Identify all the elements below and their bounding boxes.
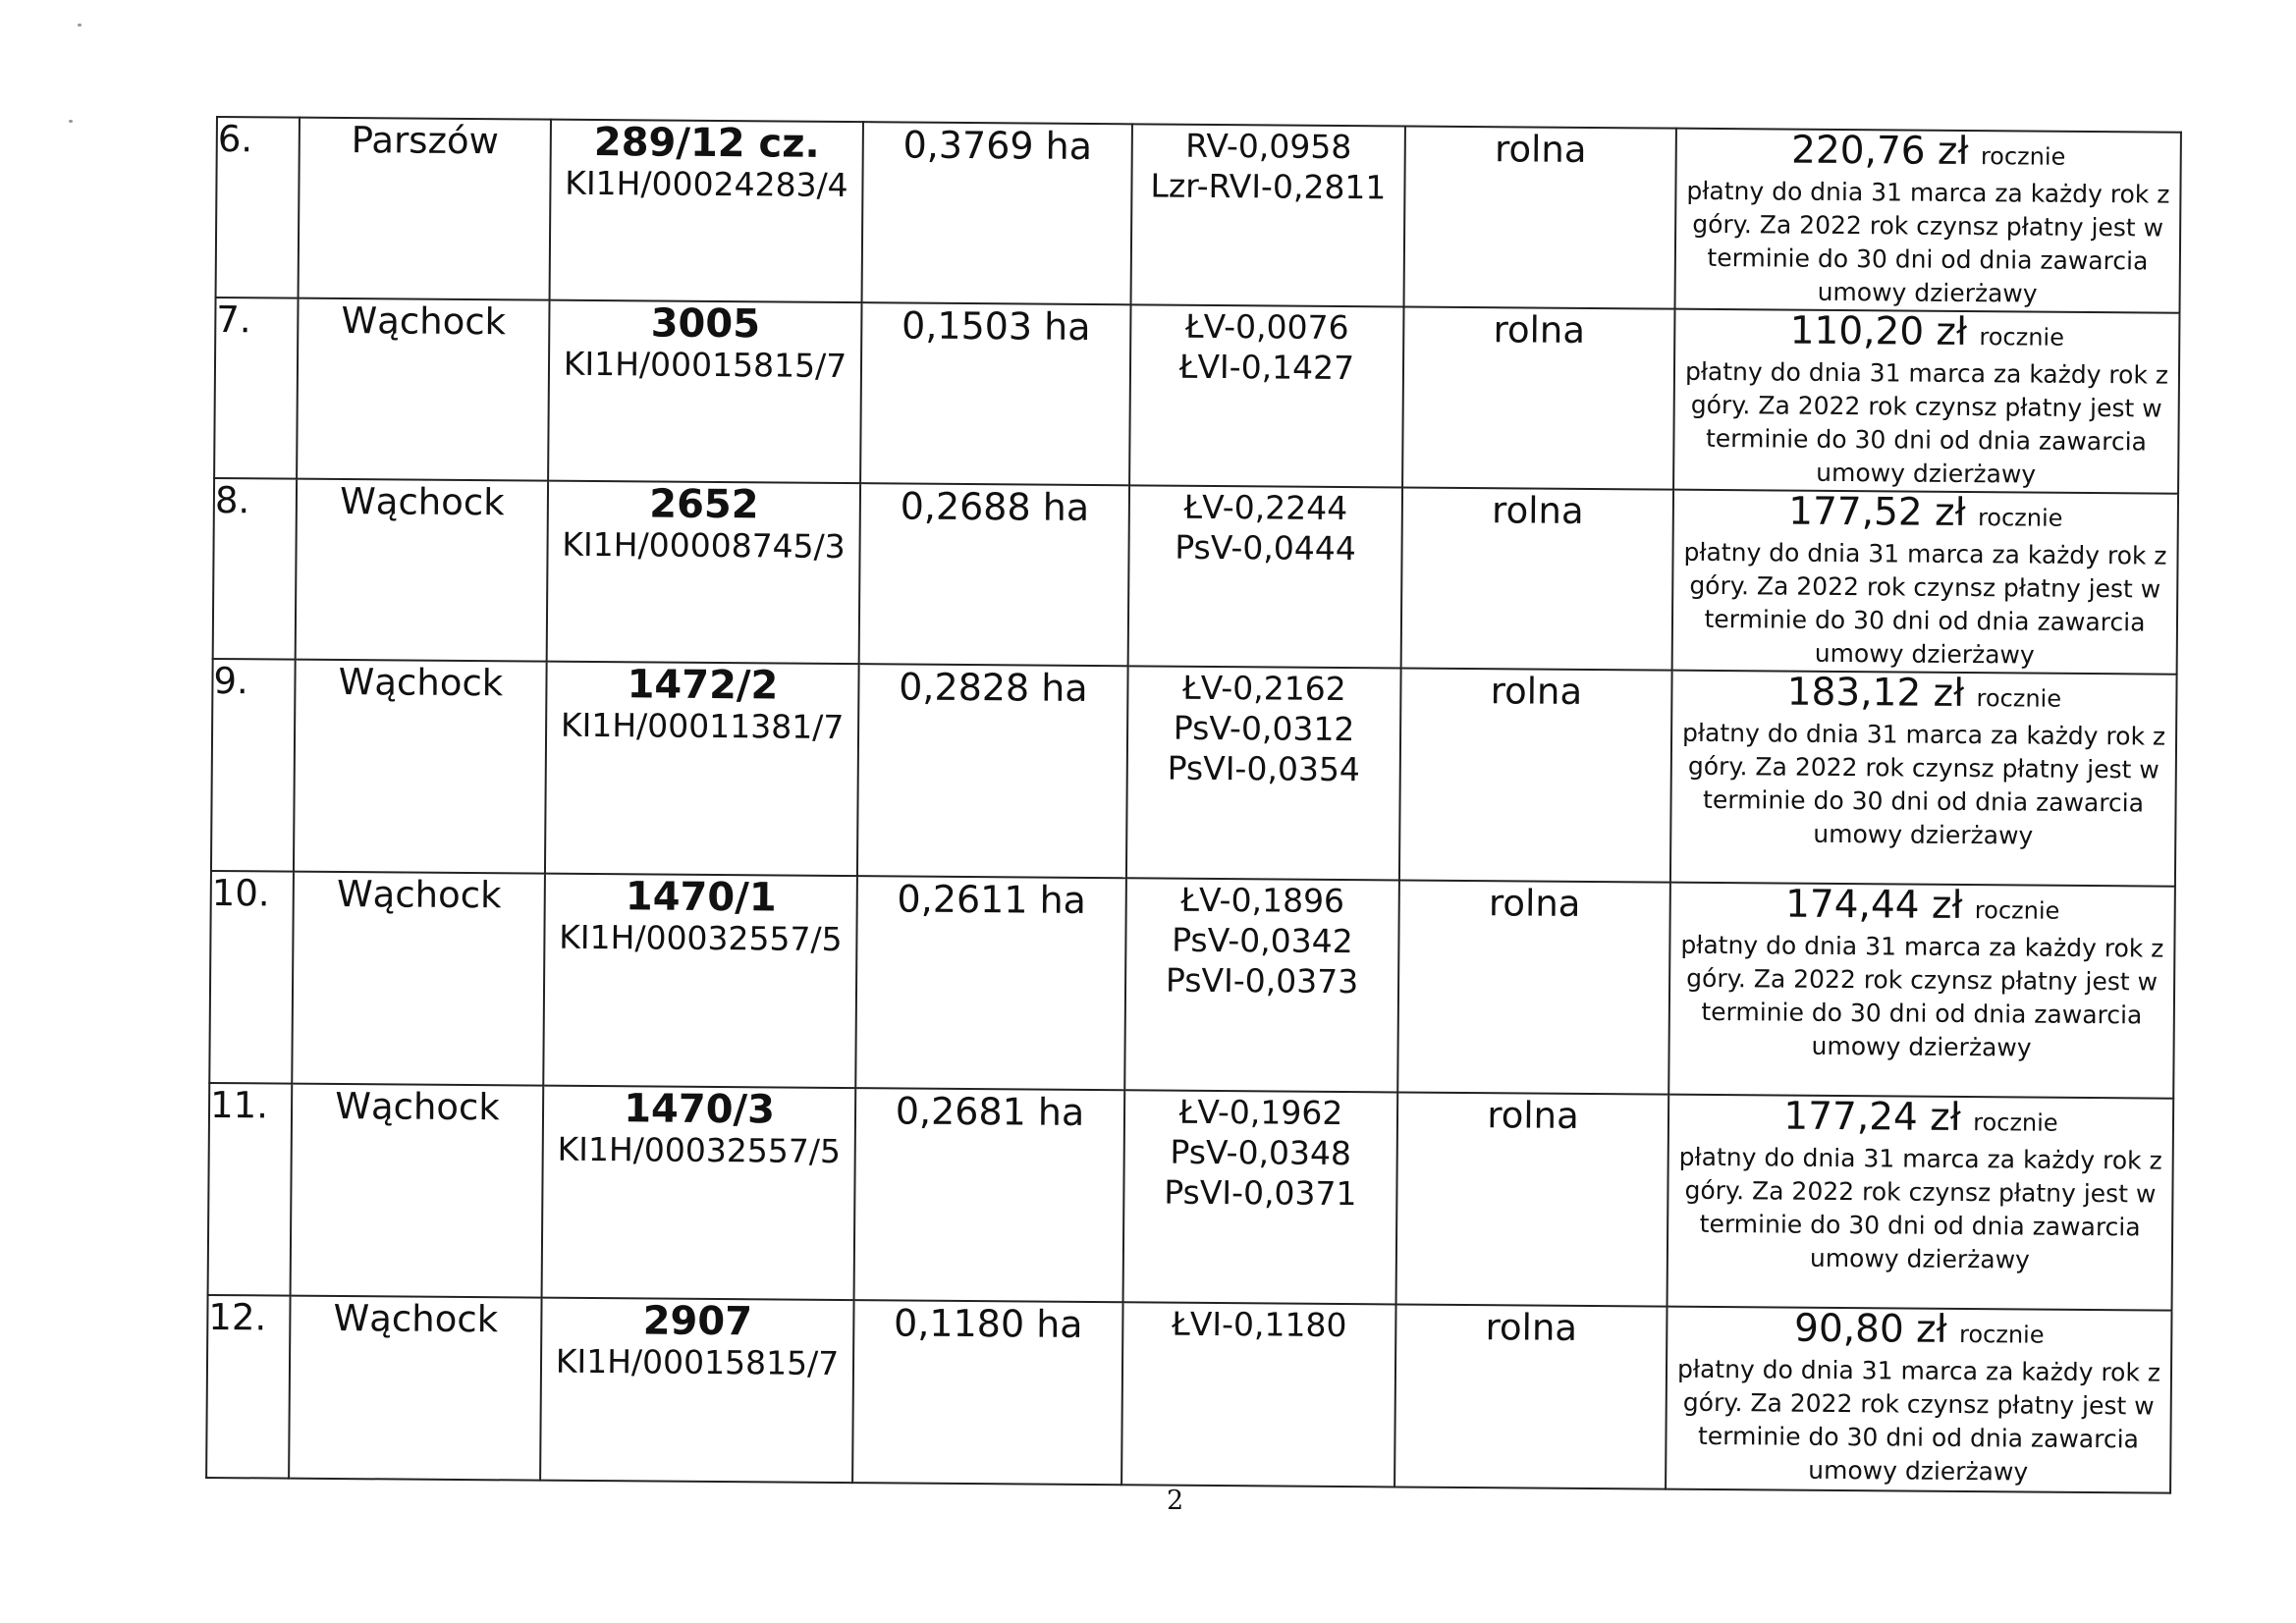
rent-unit: rocznie xyxy=(1958,1320,2045,1349)
land-class: PsV-0,0348 xyxy=(1170,1132,1352,1173)
rent-amount-line xyxy=(1674,491,2177,540)
land-class: PsVI-0,0373 xyxy=(1165,960,1359,1001)
row-number: 10. xyxy=(211,871,270,915)
rent-cell xyxy=(1672,490,2178,675)
plot-number: 2907 xyxy=(642,1298,753,1345)
rent-terms: płatny do dnia 31 marca za każdy rok z góry. Za 2022 rok czynsz płatny jest w terminie do 30 dni od dnia zawarcia umowy dzierżawy xyxy=(1683,537,2167,670)
area-cell xyxy=(852,1300,1122,1485)
land-use-cell xyxy=(1397,880,1670,1094)
plot-number: 1472/2 xyxy=(627,662,779,709)
location-cell xyxy=(296,479,548,662)
scan-speck xyxy=(78,24,82,27)
lease-table xyxy=(205,116,2182,1494)
plot-cell xyxy=(542,1086,856,1300)
area-cell xyxy=(860,302,1130,485)
plot-cell xyxy=(548,300,861,483)
scan-speck xyxy=(69,120,73,123)
plot-number: 289/12 cz. xyxy=(593,120,820,167)
plot-number: 1470/1 xyxy=(625,874,777,921)
land-class: ŁV-0,2244 xyxy=(1183,487,1348,528)
land-register-number: KI1H/00032557/5 xyxy=(557,1129,842,1171)
rent-terms: płatny do dnia 31 marca za każdy rok z góry. Za 2022 rok czynsz płatny jest w terminie do 30 dni od dnia zawarcia umowy dzierżawy xyxy=(1680,930,2164,1062)
location-cell xyxy=(299,118,551,300)
row-number-cell xyxy=(211,659,296,872)
rent-terms: płatny do dnia 31 marca za każdy rok z góry. Za 2022 rok czynsz płatny jest w terminie do 30 dni od dnia zawarcia umowy dzierżawy xyxy=(1678,1142,2162,1274)
location: Wąchock xyxy=(338,660,504,705)
lease-table-body xyxy=(206,117,2181,1493)
land-class-cell xyxy=(1121,1302,1395,1487)
plot-number: 2652 xyxy=(649,481,759,528)
row-number-cell xyxy=(208,1083,293,1296)
rent-amount-line xyxy=(1675,310,2178,359)
table-row xyxy=(206,1295,2171,1493)
rent-amount-line xyxy=(1669,1096,2172,1145)
rent-cell xyxy=(1675,129,2181,313)
location-cell xyxy=(289,1296,541,1481)
land-class-cell xyxy=(1126,666,1401,880)
land-register-number: KI1H/00024283/4 xyxy=(565,163,848,205)
location: Wąchock xyxy=(340,480,505,524)
land-class: ŁV-0,1962 xyxy=(1178,1092,1343,1133)
row-number-cell xyxy=(213,478,297,660)
land-class: ŁV-0,1896 xyxy=(1180,880,1345,921)
rent-amount: 90,80 zł xyxy=(1793,1306,1947,1352)
rent-cell xyxy=(1668,883,2175,1099)
land-use-cell xyxy=(1404,127,1676,309)
row-number-cell xyxy=(209,871,294,1084)
land-class: PsV-0,0444 xyxy=(1175,527,1356,568)
rent-terms: płatny do dnia 31 marca za każdy rok z góry. Za 2022 rok czynsz płatny jest w terminie do 30 dni od dnia zawarcia umowy dzierżawy xyxy=(1686,176,2170,308)
location: Parszów xyxy=(351,119,500,163)
area: 0,1180 ha xyxy=(893,1301,1083,1346)
land-class: ŁVI-0,1427 xyxy=(1178,347,1355,388)
land-class-cell xyxy=(1131,124,1405,306)
rent-amount-line xyxy=(1677,130,2180,179)
row-number: 12. xyxy=(208,1295,267,1339)
rent-unit: rocznie xyxy=(1979,323,2065,352)
land-use-cell xyxy=(1394,1304,1667,1488)
rent-amount: 177,24 zł xyxy=(1783,1094,1961,1140)
row-number: 11. xyxy=(209,1083,269,1127)
land-class: ŁVI-0,1180 xyxy=(1172,1304,1347,1345)
land-class-cell xyxy=(1129,304,1403,487)
rent-amount: 220,76 zł xyxy=(1790,128,1969,175)
land-class-cell xyxy=(1123,1090,1398,1304)
land-use: rolna xyxy=(1490,670,1583,713)
land-register-number: KI1H/00032557/5 xyxy=(559,917,843,959)
row-number: 7. xyxy=(216,298,251,342)
row-number: 6. xyxy=(217,118,253,161)
area-cell xyxy=(855,876,1126,1090)
rent-terms: płatny do dnia 31 marca za każdy rok z góry. Za 2022 rok czynsz płatny jest w terminie do 30 dni od dnia zawarcia umowy dzierżawy xyxy=(1684,356,2169,489)
rent-amount: 183,12 zł xyxy=(1786,670,1965,716)
rent-amount: 177,52 zł xyxy=(1788,489,1966,536)
area-cell xyxy=(859,483,1129,666)
plot-cell xyxy=(545,662,859,876)
rent-amount: 174,44 zł xyxy=(1784,882,1963,928)
area: 0,3769 ha xyxy=(902,123,1093,169)
land-class: Lzr-RVI-0,2811 xyxy=(1150,166,1387,207)
location-cell xyxy=(294,660,547,874)
location: Wąchock xyxy=(335,1084,500,1129)
row-number: 9. xyxy=(213,659,248,703)
plot-cell xyxy=(550,120,863,302)
table-row xyxy=(213,478,2178,675)
row-number-cell xyxy=(206,1295,290,1479)
land-register-number: KI1H/00011381/7 xyxy=(560,705,845,747)
location: Wąchock xyxy=(336,872,502,917)
location: Wąchock xyxy=(341,299,507,344)
land-use: rolna xyxy=(1491,489,1584,532)
table-row xyxy=(208,1083,2174,1311)
location-cell xyxy=(292,872,545,1086)
table-row xyxy=(214,298,2179,494)
plot-cell xyxy=(540,1298,853,1483)
rent-unit: rocznie xyxy=(1974,896,2060,925)
land-class-cell xyxy=(1124,878,1399,1092)
location-cell xyxy=(297,298,549,481)
rent-amount-line xyxy=(1672,672,2175,721)
land-class: PsV-0,0342 xyxy=(1172,920,1353,961)
table-row xyxy=(209,871,2175,1099)
land-register-number: KI1H/00015815/7 xyxy=(563,344,847,386)
area-cell xyxy=(857,664,1128,878)
location-cell xyxy=(291,1084,544,1298)
rent-cell xyxy=(1673,309,2179,494)
rent-unit: rocznie xyxy=(1973,1109,2058,1137)
row-number-cell xyxy=(216,117,300,298)
rent-unit: rocznie xyxy=(1976,684,2062,713)
land-use: rolna xyxy=(1488,882,1581,925)
plot-number: 3005 xyxy=(650,300,761,348)
table-row xyxy=(211,659,2177,887)
rent-amount-line xyxy=(1667,1308,2170,1357)
lease-table-container xyxy=(205,116,2180,1494)
rent-terms: płatny do dnia 31 marca za każdy rok z góry. Za 2022 rok czynsz płatny jest w terminie do 30 dni od dnia zawarcia umowy dzierżawy xyxy=(1682,718,2166,850)
rent-cell xyxy=(1670,671,2177,887)
area: 0,2828 ha xyxy=(899,665,1088,710)
land-use: rolna xyxy=(1493,308,1586,352)
area-cell xyxy=(862,122,1132,304)
plot-number: 1470/3 xyxy=(623,1086,776,1133)
land-class: PsVI-0,0354 xyxy=(1167,748,1361,789)
land-class: PsV-0,0312 xyxy=(1173,708,1355,749)
rent-terms: płatny do dnia 31 marca za każdy rok z góry. Za 2022 rok czynsz płatny jest w terminie do 30 dni od dnia zawarcia umowy dzierżawy xyxy=(1676,1354,2161,1487)
rent-cell xyxy=(1666,1307,2171,1493)
area: 0,2611 ha xyxy=(897,877,1087,922)
land-use-cell xyxy=(1402,307,1674,490)
land-register-number: KI1H/00015815/7 xyxy=(555,1341,840,1383)
rent-amount: 110,20 zł xyxy=(1789,308,1968,355)
area: 0,2681 ha xyxy=(895,1089,1085,1134)
land-use: rolna xyxy=(1485,1306,1578,1349)
location: Wąchock xyxy=(333,1296,499,1341)
land-register-number: KI1H/00008745/3 xyxy=(562,524,846,567)
area: 0,2688 ha xyxy=(900,484,1090,529)
rent-amount-line xyxy=(1671,884,2174,933)
rent-unit: rocznie xyxy=(1980,142,2066,171)
land-use: rolna xyxy=(1487,1094,1579,1137)
land-class: RV-0,0958 xyxy=(1185,126,1352,167)
land-class: ŁV-0,2162 xyxy=(1182,668,1346,709)
page-number: 2 xyxy=(1167,1486,1184,1516)
area-cell xyxy=(854,1088,1125,1302)
plot-cell xyxy=(543,874,857,1088)
land-class: ŁV-0,0076 xyxy=(1184,306,1349,348)
land-use-cell xyxy=(1396,1092,1669,1306)
row-number-cell xyxy=(214,298,298,479)
land-class-cell xyxy=(1128,485,1402,668)
land-class: PsVI-0,0371 xyxy=(1164,1172,1357,1214)
rent-cell xyxy=(1667,1095,2174,1311)
land-use-cell xyxy=(1401,487,1673,670)
land-use: rolna xyxy=(1494,128,1587,171)
land-use-cell xyxy=(1399,668,1672,882)
row-number: 8. xyxy=(214,479,250,522)
plot-cell xyxy=(547,481,860,664)
rent-unit: rocznie xyxy=(1977,504,2063,532)
table-row xyxy=(216,117,2181,313)
area: 0,1503 ha xyxy=(901,303,1091,350)
